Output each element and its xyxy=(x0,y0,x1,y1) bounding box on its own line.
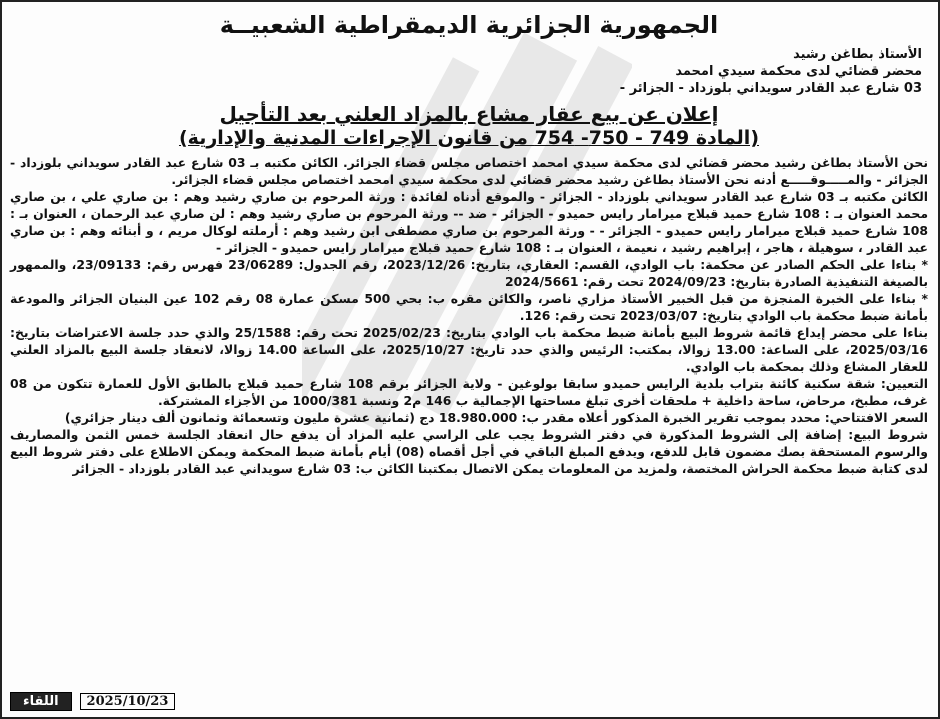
paragraph-sale-conditions: شروط البيع: إضافة إلى الشروط المذكورة في دفتر الشروط يجب على الراسي عليه المزاد أن يدفع حال انعقاد الجلسة خمس الثمن والمصاريف والرسوم المستحقة بصك مضمون قابل للدفع، ويدفع المبلغ الباقي في أجل أقصاه (08) أيام بأمانة ضبط المحكمة ويمكن الاطلاع على دفتر شروط البيع لدى كتابة ضبط محكمة الحراش المختصة، ولمزيد من المعلومات يمكن الاتصال بمكتبنا الكائن ب: 03 شارع سويداني عبد القادر بلوزداد - الجزائر xyxy=(10,427,929,476)
paragraph-opening-price: السعر الافتتاحي: محدد بموجب تقرير الخبرة المذكور أعلاه مقدر ب: 18.980.000 دج (ثمانية عشرة مليون وتسعمائة وثمانون ألف دينار جزائري) xyxy=(64,410,928,425)
paragraph-expertise: * بناءا على الخبرة المنجزة من قبل الخبير الأستاذ مزاري ناصر، والكائن مقره ب: بحي 500 مسكن عمارة 08 رقم 102 عين البنيان الجزائر والمودعة بأمانة ضبط محكمة باب الوادي بتاريخ: 2023/03/07 تحت رقم: 126. xyxy=(10,291,928,323)
footer xyxy=(10,692,175,711)
paragraph-parties: الكائن مكتبه بـ 03 شارع عبد القادر سويداني بلوزداد - الجزائر - والموقع أدناه لفائدة : ورثة المرحوم بن صاري رشيد وهم : بن صاري علي ، بن صاري محمد العنوان بـ : 108 شارع حميد قبلاج ميرامار رايس حميدو - الجزائر - ضد -- ورثة المرحوم بن صاري رشيد وهم : لن صاري عبد الرحمان ، العنوان بـ : 108 شارع حميد قبلاج ميرامار رايس حميدو - الجزائر - - ورثة المرحوم بن صاري مصطفى ابن رشيد وهم : أرملته لوكال مريم ، و أبنائه وهم : بن صاري عبد القادر ، سوهيلة ، هاجر ، إبراهيم رشيد ، نعيمة ، العنوان بـ : 108 شارع حميد قبلاج ميرامار رايس حميدو - الجزائر - xyxy=(10,189,928,255)
bailiff-name: الأستاذ بطاغن رشيد xyxy=(793,47,922,62)
notice-articles: (المادة 749 - 750- 754 من قانون الإجراءات المدنية والإدارية) xyxy=(178,127,760,149)
newspaper-name: اللقاء xyxy=(10,692,72,711)
notice-content xyxy=(10,10,928,477)
bailiff-title: محضر قضائي لدى محكمة سيدي امحمد xyxy=(675,64,922,79)
notice-title: إعلان عن بيع عقار مشاع بالمزاد العلني بعد التأجيل xyxy=(219,102,719,126)
bailiff-block xyxy=(10,46,922,97)
paragraph-designation: التعيين: شقة سكنية كائنة بتراب بلدية الرايس حميدو سابقا بولوغين - ولاية الجزائر برقم 108 شارع حميد قبلاج بالطابق الأول للعمارة تتكون من 08 غرف، مطبخ، مرحاض، ساحة داخلية + ملحقات أخرى تبلغ مساحتها الإجمالية ب 146 م2 ونسبة 1000/381 من الأجزاء المشتركة. xyxy=(10,376,928,408)
publication-date: 2025/10/23 xyxy=(80,693,176,710)
republic-heading: الجمهورية الجزائرية الديمقراطية الشعبيــة xyxy=(219,11,719,39)
notice-body xyxy=(10,154,928,477)
paragraph-intro: نحن الأستاذ بطاغن رشيد محضر قضائي لدى محكمة سيدي امحمد اختصاص مجلس قضاء الجزائر. الكائن مكتبه بـ 03 شارع عبد القادر سويداني بلوزداد - الجزائر - والمـــــوقـــــع أدنه نحن الأستاذ بطاغن رشيد محضر قضائي لدى محكمة سيدي امحمد اختصاص مجلس قضاء الجزائر. xyxy=(10,155,928,187)
bailiff-address: 03 شارع عبد القادر سويداني بلوزداد - الجزائر - xyxy=(619,81,922,96)
paragraph-hearing: بناءا على محضر إيداع قائمة شروط البيع بأمانة ضبط محكمة باب الوادي بتاريخ: 2025/02/23 تحت رقم: 25/1588 والذي حدد جلسة الاعتراضات بتاريخ: 2025/03/16، على الساعة: 13.00 زوالا، بمكتب: الرئيس والذي حدد تاريخ: 2025/10/27، على الساعة 14.00 زوالا، لانعقاد جلسة البيع بالمزاد العلني للعقار المشاع وذلك بمحكمة باب الوادي. xyxy=(10,325,928,374)
paragraph-judgment: * بناءا على الحكم الصادر عن محكمة: باب الوادي، القسم: العقاري، بتاريخ: 2023/12/26، رقم الجدول: 23/06289 فهرس رقم: 23/09133، والممهور بالصيغة التنفيذية الصادرة بتاريخ: 2024/09/23 تحت رقم: 2024/5661 xyxy=(10,257,928,289)
